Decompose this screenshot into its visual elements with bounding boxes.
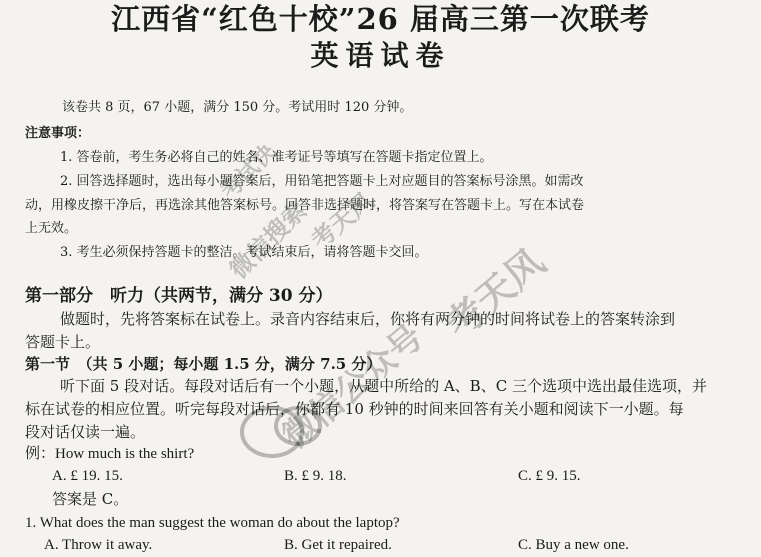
part1-desc-line-2: 答题卡上。: [25, 333, 101, 351]
question-1-option-b: B. Get it repaired.: [284, 537, 392, 553]
watermark-text-5: 考天风: [437, 239, 554, 347]
example-option-c: C. £ 9. 15.: [518, 468, 581, 484]
exam-title: 江西省“红色十校”26 届高三第一次联考: [111, 2, 650, 36]
section1-heading: 第一节 （共 5 小题；每小题 1.5 分，满分 7.5 分）: [25, 355, 382, 373]
watermark-text-1: 考试快: [216, 140, 281, 205]
example-option-a: A. £ 19. 15.: [52, 468, 123, 484]
example-option-b: B. £ 9. 18.: [284, 468, 347, 484]
example-answer: 答案是 C。: [52, 490, 129, 508]
section1-desc-line-3: 段对话仅读一遍。: [25, 423, 146, 441]
example-question: 例：How much is the shirt?: [25, 446, 195, 462]
section1-desc-line-2: 标在试卷的相应位置。听完每段对话后，你都有 10 秒钟的时间来回答有关小题和阅读下一小题。每: [25, 400, 684, 418]
note-item-3: 3. 考生必须保持答题卡的整洁。考试结束后，请将答题卡交回。: [60, 245, 428, 260]
notes-heading: 注意事项：: [25, 126, 91, 141]
exam-subtitle: 英语试卷: [310, 39, 451, 72]
note-item-2-line-1: 2. 回答选择题时，选出每小题答案后，用铅笔把答题卡上对应题目的答案标号涂黑。如需改: [60, 174, 584, 189]
watermark-text-3: 考天风: [305, 186, 380, 255]
part1-heading: 第一部分 听力（共两节，满分 30 分）: [25, 286, 333, 306]
section1-desc-line-1: 听下面 5 段对话。每段对话后有一个小题，从题中所给的 A、B、C 三个选项中选出最佳选项，并: [60, 377, 707, 395]
note-item-1: 1. 答卷前，考生务必将自己的姓名、准考证号等填写在答题卡指定位置上。: [60, 150, 493, 165]
question-1: 1. What does the man suggest the woman do about the laptop?: [25, 515, 400, 531]
exam-intro: 该卷共 8 页，67 小题，满分 150 分。考试用时 120 分钟。: [62, 100, 413, 115]
note-item-2-line-3: 上无效。: [25, 221, 78, 236]
watermark-text-4: 微信公众号: [275, 316, 432, 457]
watermark-text-2: 微信搜索: [224, 196, 313, 285]
question-1-option-a: A. Throw it away.: [44, 537, 153, 553]
note-item-2-line-2: 动，用橡皮擦干净后，再选涂其他答案标号。回答非选择题时，将答案写在答题卡上。写在本试卷: [25, 198, 585, 213]
part1-desc-line-1: 做题时，先将答案标在试卷上。录音内容结束后，你将有两分钟的时间将试卷上的答案转涂到: [60, 310, 676, 328]
question-1-option-c: C. Buy a new one.: [518, 537, 629, 553]
